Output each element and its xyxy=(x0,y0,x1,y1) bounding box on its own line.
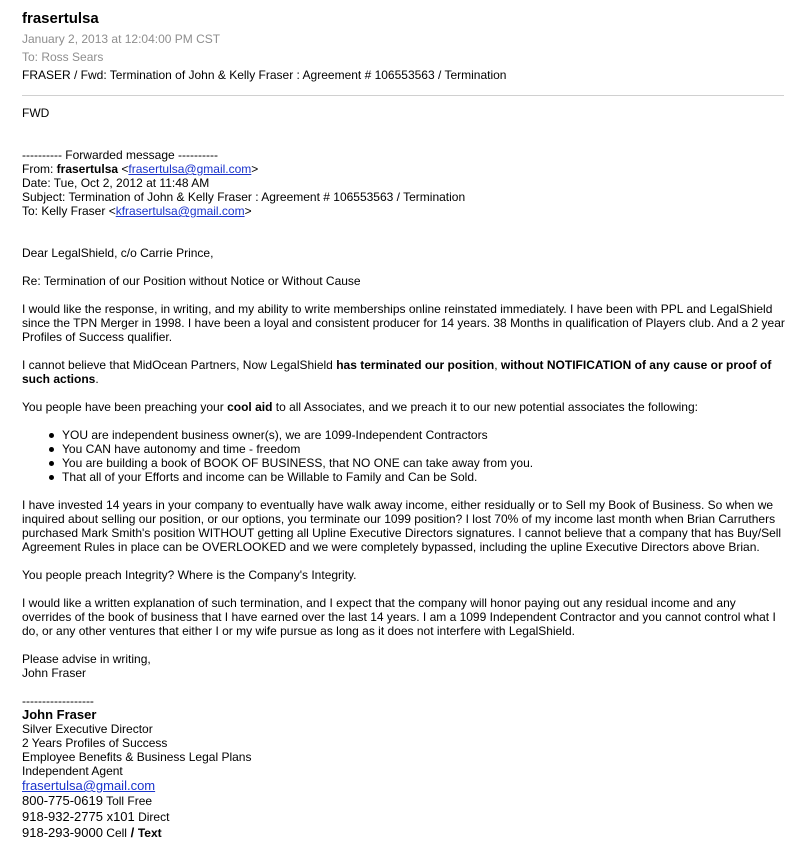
forwarded-from-name: frasertulsa xyxy=(56,162,119,176)
signature-title: Silver Executive Director xyxy=(22,722,153,736)
bullet-list xyxy=(22,428,787,484)
re-line: Re: Termination of our Position without Notice or Without Cause xyxy=(22,274,361,288)
paragraph-4: I have invested 14 years in your company to eventually have walk away income, either residually or to Sell my Book of Business. So when we inquired about selling our position, or our options, you terminate our 1099 position? I lost 70% of my income last month when Brian Carruthers purchased Mark Smith's position WITHOUT getting all Upline Executive Directors signatures. I cannot believe that a company that has Buy/Sell Agreement Rules in place can be OVERLOOKED and we were completely bypassed, including the upline Executive Directors above Brian. xyxy=(22,498,782,554)
email-subject: FRASER / Fwd: Termination of John & Kelly Fraser : Agreement # 106553563 / Termination xyxy=(22,68,507,82)
header-divider xyxy=(22,95,784,96)
sender-name[interactable]: frasertulsa xyxy=(22,10,99,27)
closing-line: Please advise in writing, xyxy=(22,652,151,666)
paragraph-1: I would like the response, in writing, and my ability to write memberships online reinstated immediately. I have been with PPL and LegalShield since the TPN Merger in 1998. I have been a loyal and consistent producer for 14 years. 38 Months in qualification of Players club. And a 2 year Profiles of Success qualifier. xyxy=(22,302,785,344)
signature-block xyxy=(22,694,787,841)
email-date: January 2, 2013 at 12:04:00 PM CST xyxy=(22,32,221,46)
closing-name: John Fraser xyxy=(22,666,87,680)
signature-phone-tollfree: 800-775-0619 Toll Free xyxy=(22,793,153,808)
list-item: You are building a book of BOOK OF BUSINESS, that NO ONE can take away from you. xyxy=(62,456,787,470)
paragraph-5: You people preach Integrity? Where is the Company's Integrity. xyxy=(22,568,357,582)
signature-name: John Fraser xyxy=(22,707,97,722)
signature-line-2: 2 Years Profiles of Success xyxy=(22,736,168,750)
email-recipient[interactable]: To: Ross Sears xyxy=(22,50,104,64)
forwarded-subject: Subject: Termination of John & Kelly Fraser : Agreement # 106553563 / Termination xyxy=(22,190,466,204)
list-item: That all of your Efforts and income can be Willable to Family and Can be Sold. xyxy=(62,470,787,484)
paragraph-2: I cannot believe that MidOcean Partners, Now LegalShield has terminated our position, without NOTIFICATION of any cause or proof of such actions. xyxy=(22,358,772,386)
forwarded-to: To: Kelly Fraser <kfrasertulsa@gmail.com> xyxy=(22,204,252,218)
paragraph-3: You people have been preaching your cool aid to all Associates, and we preach it to our new potential associates the following: xyxy=(22,400,698,414)
fwd-label: FWD xyxy=(22,106,50,120)
forward-header: ---------- Forwarded message ---------- xyxy=(22,148,218,162)
forwarded-from-email-link[interactable]: frasertulsa@gmail.com xyxy=(128,162,252,176)
signature-line-4: Independent Agent xyxy=(22,764,123,778)
paragraph-6: I would like a written explanation of such termination, and I expect that the company will honor paying out any residual income and any overrides of the book of business that I have earned over the last 14 years. I am a 1099 Independent Contractor and you cannot control what I do, or any other ventures that either I or my wife pursue as long as it does not interfere with LegalShield. xyxy=(22,596,776,638)
signature-email-link[interactable]: frasertulsa@gmail.com xyxy=(22,778,156,793)
salutation: Dear LegalShield, c/o Carrie Prince, xyxy=(22,246,214,260)
signature-phone-cell: 918-293-9000 Cell / Text xyxy=(22,825,162,840)
signature-separator: ------------------ xyxy=(22,694,94,708)
email-header xyxy=(22,10,784,84)
signature-phone-direct: 918-932-2775 x101 Direct xyxy=(22,809,170,824)
list-item: YOU are independent business owner(s), we are 1099-Independent Contractors xyxy=(62,428,787,442)
forwarded-date: Date: Tue, Oct 2, 2012 at 11:48 AM xyxy=(22,176,210,190)
email-body xyxy=(22,106,787,841)
list-item: You CAN have autonomy and time - freedom xyxy=(62,442,787,456)
forwarded-to-email-link[interactable]: kfrasertulsa@gmail.com xyxy=(115,204,245,218)
forwarded-from: From: frasertulsa <frasertulsa@gmail.com> xyxy=(22,162,259,176)
signature-line-3: Employee Benefits & Business Legal Plans xyxy=(22,750,252,764)
